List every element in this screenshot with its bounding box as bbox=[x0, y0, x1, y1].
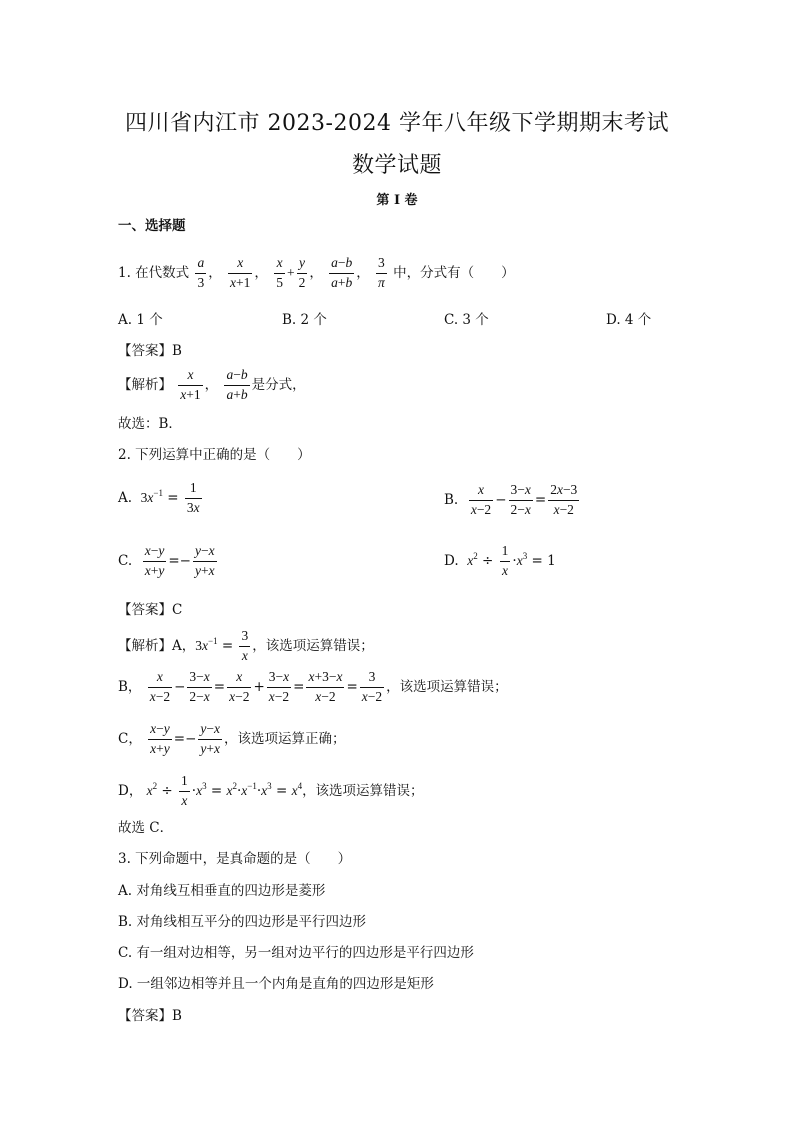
question-1-stem: 1. 在代数式 $\frac{a}{3}$ ， $\frac{x}{x+1}$ ， $\frac{x}{5}$ + $\frac{y}{2}$ ， $\frac{a-b}{a+b}$ ， $\frac{3}{\pi}$ 中，分式有（ ） bbox=[118, 255, 515, 290]
verdict-wrong: ，该选项运算错误； bbox=[302, 782, 424, 799]
q2-analysis-a: 【解析】A，$3x^{-1}$ = $\frac{3}{x}$ ，该选项运算错误； bbox=[118, 628, 374, 663]
q3-option-c: C. 有一组对边相等，另一组对边平行的四边形是平行四边形 bbox=[118, 945, 474, 961]
question-1-suffix: 中，分式有（ ） bbox=[393, 264, 515, 281]
q1-answer: 【答案】B bbox=[118, 343, 182, 359]
q2-conclusion: 故选 C． bbox=[118, 820, 174, 836]
verdict-wrong: ，该选项运算错误； bbox=[386, 678, 508, 695]
q3-option-b: B. 对角线相互平分的四边形是平行四边形 bbox=[118, 914, 367, 930]
q3-answer: 【答案】B bbox=[118, 1008, 182, 1024]
expr-y-over-2: $\frac{y}{2}$ bbox=[298, 255, 306, 290]
q1-analysis-label: 【解析】 bbox=[118, 376, 172, 393]
q1-option-b: B. 2 个 bbox=[282, 312, 327, 328]
q2-analysis-label: 【解析】A， bbox=[118, 637, 196, 654]
expr-a-over-3: $\frac{a}{3}$ bbox=[197, 255, 205, 290]
q2-option-a: A. $3x^{-1}$ = $\frac{1}{3x}$ bbox=[118, 480, 200, 515]
question-3-stem: 3. 下列命题中，是真命题的是（ ） bbox=[118, 851, 352, 867]
q2-analysis-c: C， $\frac{x-y}{x+y}$ =− $\frac{y-x}{y+x}$ ，该选项运算正确； bbox=[118, 721, 346, 756]
q1-analysis-tail: 是分式， bbox=[251, 376, 306, 393]
q1-option-c: C. 3 个 bbox=[444, 312, 489, 328]
question-2-stem: 2. 下列运算中正确的是（ ） bbox=[118, 447, 311, 463]
q1-analysis: 【解析】 $\frac{x}{x+1}$ ， $\frac{a-b}{a+b}$ 是分式， bbox=[118, 367, 306, 402]
expr-a-minus-b-over-a-plus-b: $\frac{a-b}{a+b}$ bbox=[331, 255, 353, 290]
q3-option-d: D. 一组邻边相等并且一个内角是直角的四边形是矩形 bbox=[118, 976, 434, 992]
option-label: A. bbox=[118, 489, 133, 506]
document-subtitle: 数学试题 bbox=[351, 153, 442, 178]
expr-3-over-pi: $\frac{3}{\pi}$ bbox=[378, 255, 385, 290]
option-label: C. bbox=[118, 552, 133, 569]
q2-option-b: B. $\frac{x}{x-2}$ − $\frac{3-x}{2-x}$ = $\frac{2x-3}{x-2}$ bbox=[444, 482, 578, 517]
q2-option-d: D. $x^2$ ÷ $\frac{1}{x}$ $\cdot x^3 = 1$ bbox=[444, 543, 556, 578]
analysis-label-c: C， bbox=[118, 730, 142, 747]
verdict-right: ，该选项运算正确； bbox=[224, 730, 346, 747]
expr-x-over-x-plus-1: $\frac{x}{x+1}$ bbox=[180, 367, 201, 402]
expr-x-over-5: $\frac{x}{5}$ bbox=[276, 255, 283, 290]
section-heading: 一、选择题 bbox=[118, 218, 186, 234]
question-1-prefix: 1. 在代数式 bbox=[118, 264, 190, 281]
volume-label: 第 I 卷 bbox=[376, 193, 418, 208]
analysis-label-b: B， bbox=[118, 678, 142, 695]
q2-answer: 【答案】C bbox=[118, 602, 183, 618]
option-label: B. bbox=[444, 491, 459, 508]
analysis-label-d: D， bbox=[118, 782, 143, 799]
verdict-wrong: ，该选项运算错误； bbox=[252, 637, 374, 654]
q2-option-c: C. $\frac{x-y}{x+y}$ =− $\frac{y-x}{y+x}$ bbox=[118, 543, 215, 578]
document-title: 四川省内江市 2023-2024 学年八年级下学期期末考试 bbox=[125, 111, 669, 136]
q1-option-a: A. 1 个 bbox=[118, 312, 163, 328]
q2-analysis-b: B， $\frac{x}{x-2}$ − $\frac{3-x}{2-x}$ = $\frac{x}{x-2}$ + $\frac{3-x}{x-2}$ = $\frac{x+3-x}{x-2}$ = $\frac{3}{x-2}$ ，该选项运算错误； bbox=[118, 669, 508, 704]
q2-analysis-d: D， $x^2$ ÷ $\frac{1}{x}$ $\cdot x^3 = x^2\cdot x^{-1}\cdot x^3 = x^4$，该选项运算错误； bbox=[118, 773, 424, 808]
option-label: D. bbox=[444, 552, 459, 569]
q1-option-d: D. 4 个 bbox=[606, 312, 652, 328]
expr-a-minus-b-over-a-plus-b: $\frac{a-b}{a+b}$ bbox=[226, 367, 248, 402]
expr-x-over-x-plus-1: $\frac{x}{x+1}$ bbox=[230, 255, 251, 290]
q3-option-a: A. 对角线互相垂直的四边形是菱形 bbox=[118, 883, 326, 899]
q1-conclusion: 故选：B． bbox=[118, 416, 182, 432]
